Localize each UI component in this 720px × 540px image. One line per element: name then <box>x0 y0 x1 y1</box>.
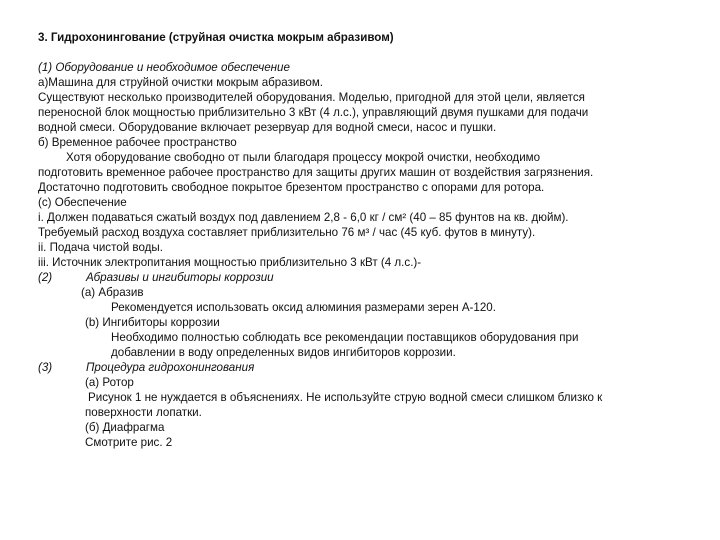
item-heading-diaphragm: (б) Диафрагма <box>85 421 165 434</box>
document-page <box>38 30 706 450</box>
paragraph-line: Рекомендуется использовать оксид алюминия размерами зерен А-120. <box>111 301 496 314</box>
item-heading-abrasive: (a) Абразив <box>81 286 144 299</box>
paragraph-line: добавлении в воду определенных видов ингибиторов коррозии. <box>111 346 456 359</box>
paragraph-line: поверхности лопатки. <box>85 406 202 419</box>
subsection-heading-equipment: (1) Оборудование и необходимое обеспечение <box>38 61 290 74</box>
item-heading-rotor: (а) Ротор <box>85 376 134 389</box>
item-heading-inhibitors: (b) Ингибиторы коррозии <box>85 316 220 329</box>
paragraph-line: Рисунок 1 не нуждается в объяснениях. Не используйте струю водной смеси слишком близко к <box>88 391 603 404</box>
section-heading-text: Абразивы и ингибиторы коррозии <box>86 271 274 284</box>
paragraph-line: водной смеси. Оборудование включает резервуар для водной смеси, насос и пушки. <box>38 121 497 134</box>
item-heading-supply: (с) Обеспечение <box>38 196 127 209</box>
paragraph-line: подготовить временное рабочее пространство для защиты других машин от воздействия загрязнения. <box>38 166 594 179</box>
section-title: 3. Гидрохонингование (струйная очистка мокрым абразивом) <box>38 31 394 44</box>
paragraph-line: Существуют несколько производителей оборудования. Моделью, пригодной для этой цели, является <box>38 91 585 104</box>
subsection-heading-abrasives <box>38 270 706 285</box>
list-item-air: i. Должен подаваться сжатый воздух под давлением 2,8 - 6,0 кг / см² (40 – 85 фунтов на кв. дюйм). <box>38 211 569 224</box>
section-number: (2) <box>38 271 53 284</box>
paragraph-line: Смотрите рис. 2 <box>85 436 173 449</box>
paragraph-line: переносной блок мощностью приблизительно 3 кВт (4 л.с.), управляющий двумя пушками для подачи <box>38 106 589 119</box>
paragraph-line: а)Машина для струйной очистки мокрым абразивом. <box>38 76 324 89</box>
section-number: (3) <box>38 361 53 374</box>
list-item-water: ii. Подача чистой воды. <box>38 241 163 254</box>
list-item-power: iii. Источник электропитания мощностью приблизительно 3 кВт (4 л.с.)- <box>38 256 422 269</box>
paragraph-line: Требуемый расход воздуха составляет приблизительно 76 м³ / час (45 куб. футов в минуту). <box>38 226 536 239</box>
paragraph-line: Достаточно подготовить свободное покрытое брезентом пространство с опорами для ротора. <box>38 181 545 194</box>
item-heading-workspace: б) Временное рабочее пространство <box>38 136 237 149</box>
subsection-heading-procedure <box>38 360 706 375</box>
section-heading-text: Процедура гидрохонингования <box>86 361 255 374</box>
paragraph-line: Хотя оборудование свободно от пыли благодаря процессу мокрой очистки, необходимо <box>66 151 541 164</box>
paragraph-line: Необходимо полностью соблюдать все рекомендации поставщиков оборудования при <box>111 331 579 344</box>
